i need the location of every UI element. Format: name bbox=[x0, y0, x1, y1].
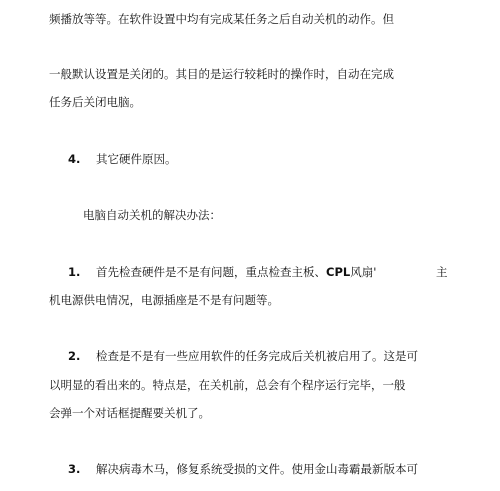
paragraph-line: 会弹一个对话框提醒要关机了。 bbox=[49, 406, 210, 420]
paragraph-line: 任务后关闭电脑。 bbox=[49, 95, 141, 109]
list-number: 4. bbox=[68, 152, 81, 166]
paragraph-line: 机电源供电情况，电源插座是不是有问题等。 bbox=[49, 293, 279, 307]
list-item-text-tail: 主 bbox=[436, 265, 448, 279]
list-item-text: 解决病毒木马，修复系统受损的文件。使用金山毒霸最新版本可 bbox=[96, 462, 418, 476]
list-item-text: 检查是不是有一些应用软件的任务完成后关机被启用了。这是可 bbox=[96, 349, 418, 363]
list-number: 3. bbox=[68, 462, 81, 476]
list-number: 2. bbox=[68, 349, 81, 363]
list-item-text-part: 风扇' bbox=[350, 265, 377, 279]
paragraph-line: 一般默认设置是关闭的。其目的是运行较耗时的操作时，自动在完成 bbox=[49, 67, 394, 81]
paragraph-line: 频播放等等。在软件设置中均有完成某任务之后自动关机的动作。但 bbox=[49, 12, 394, 26]
list-item-text-bold: CPL bbox=[326, 265, 351, 279]
list-item-text: 其它硬件原因。 bbox=[96, 152, 177, 166]
list-item-text bbox=[96, 264, 376, 280]
list-item-text-part: 首先检查硬件是不是有问题，重点检查主板、 bbox=[96, 265, 326, 279]
paragraph-line: 以明显的看出来的。特点是，在关机前，总会有个程序运行完毕，一般 bbox=[49, 378, 406, 392]
list-number: 1. bbox=[68, 265, 81, 279]
section-heading: 电脑自动关机的解决办法： bbox=[83, 208, 221, 222]
